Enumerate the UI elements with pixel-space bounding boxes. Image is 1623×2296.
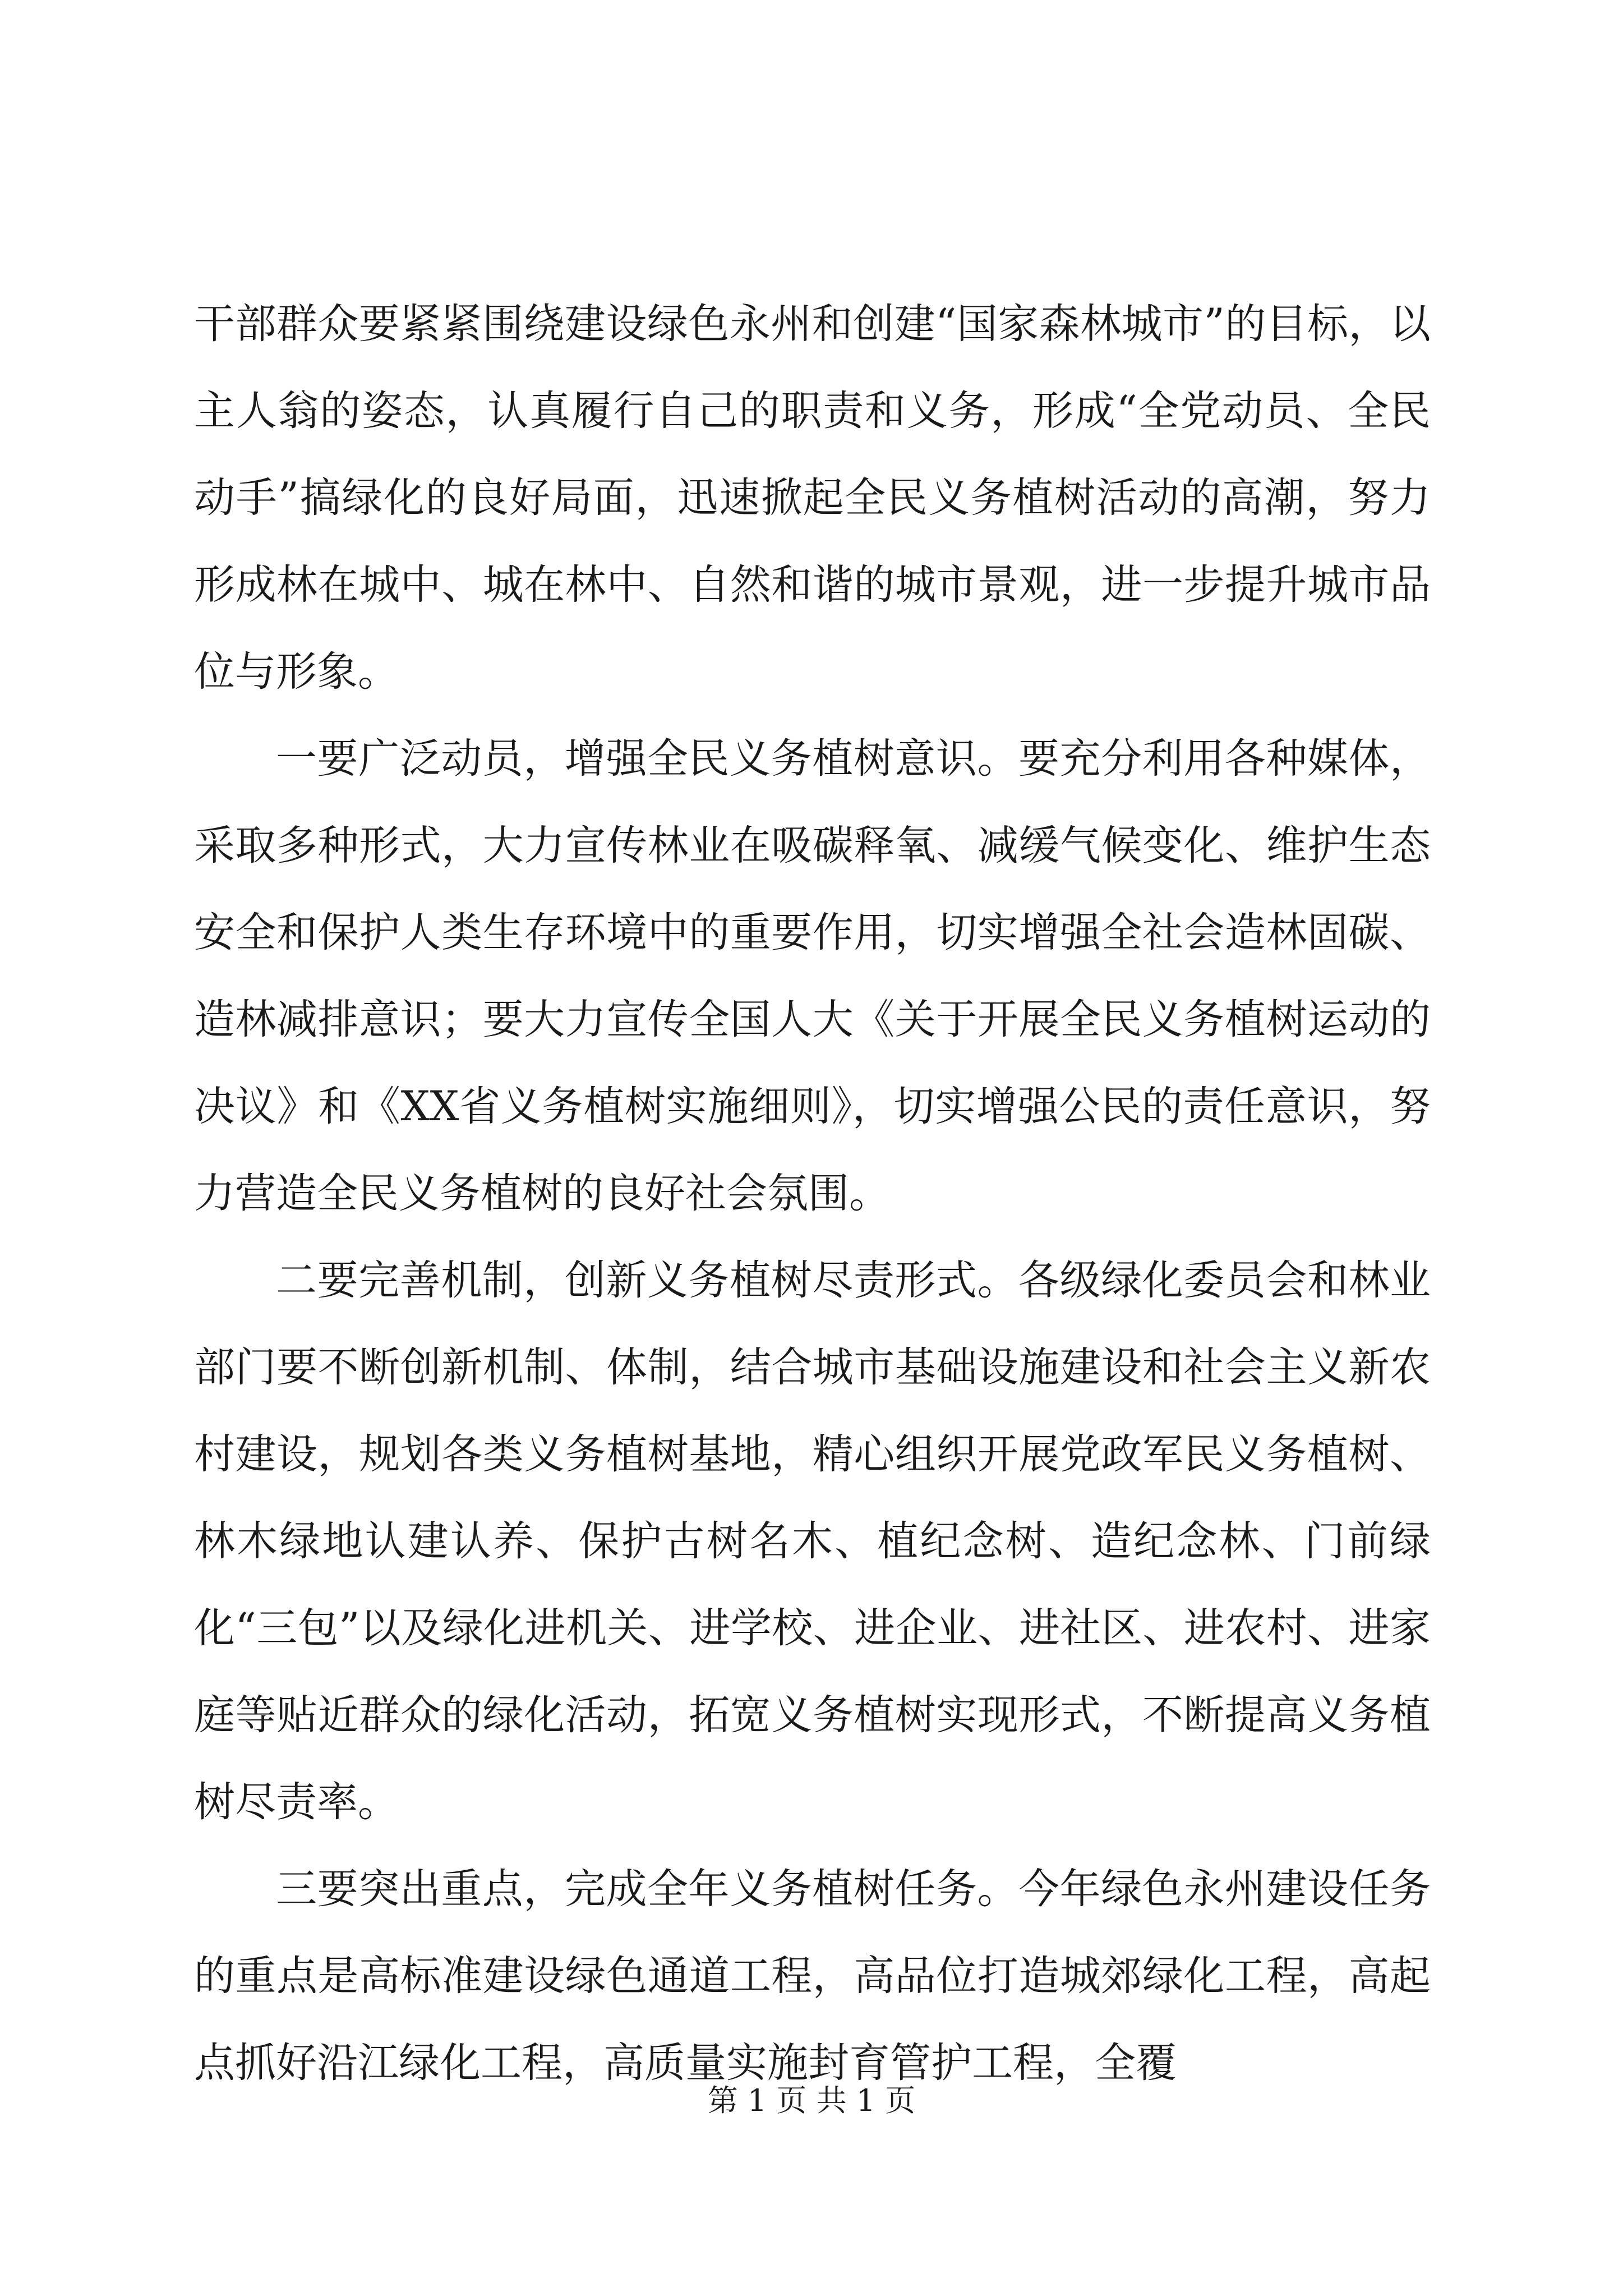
document-body: [194, 280, 1431, 2106]
paragraph-mobilization: 一要广泛动员，增强全民义务植树意识。要充分利用各种媒体，采取多种形式，大力宣传林业在吸碳释氧、减缓气候变化、维护生态安全和保护人类生存环境中的重要作用，切实增强全社会造林固碳、造林减排意识；要大力宣传全国人大《关于开展全民义务植树运动的决议》和《XX省义务植树实施细则》，切实增强公民的责任意识，努力营造全民义务植树的良好社会氛围。: [194, 735, 1431, 1217]
paragraph-continuation: 干部群众要紧紧围绕建设绿色永州和创建“国家森林城市”的目标，以主人翁的姿态，认真履行自己的职责和义务，形成“全党动员、全民动手”搞绿化的良好局面，迅速掀起全民义务植树活动的高潮，努力形成林在城中、城在林中、自然和谐的城市景观，进一步提升城市品位与形象。: [194, 300, 1431, 696]
page-footer: 第 1 页 共 1 页: [707, 2083, 916, 2118]
paragraph-key-tasks: 三要突出重点，完成全年义务植树任务。今年绿色永州建设任务的重点是高标准建设绿色通道工程，高品位打造城郊绿化工程，高起点抓好沿江绿化工程，高质量实施封育管护工程，全覆: [194, 1865, 1431, 2087]
paragraph-mechanism: 二要完善机制，创新义务植树尽责形式。各级绿化委员会和林业部门要不断创新机制、体制，结合城市基础设施建设和社会主义新农村建设，规划各类义务植树基地，精心组织开展党政军民义务植树、林木绿地认建认养、保护古树名木、植纪念树、造纪念林、门前绿化“三包”以及绿化进机关、进学校、进企业、进社区、进农村、进家庭等贴近群众的绿化活动，拓宽义务植树实现形式，不断提高义务植树尽责率。: [194, 1257, 1431, 1826]
